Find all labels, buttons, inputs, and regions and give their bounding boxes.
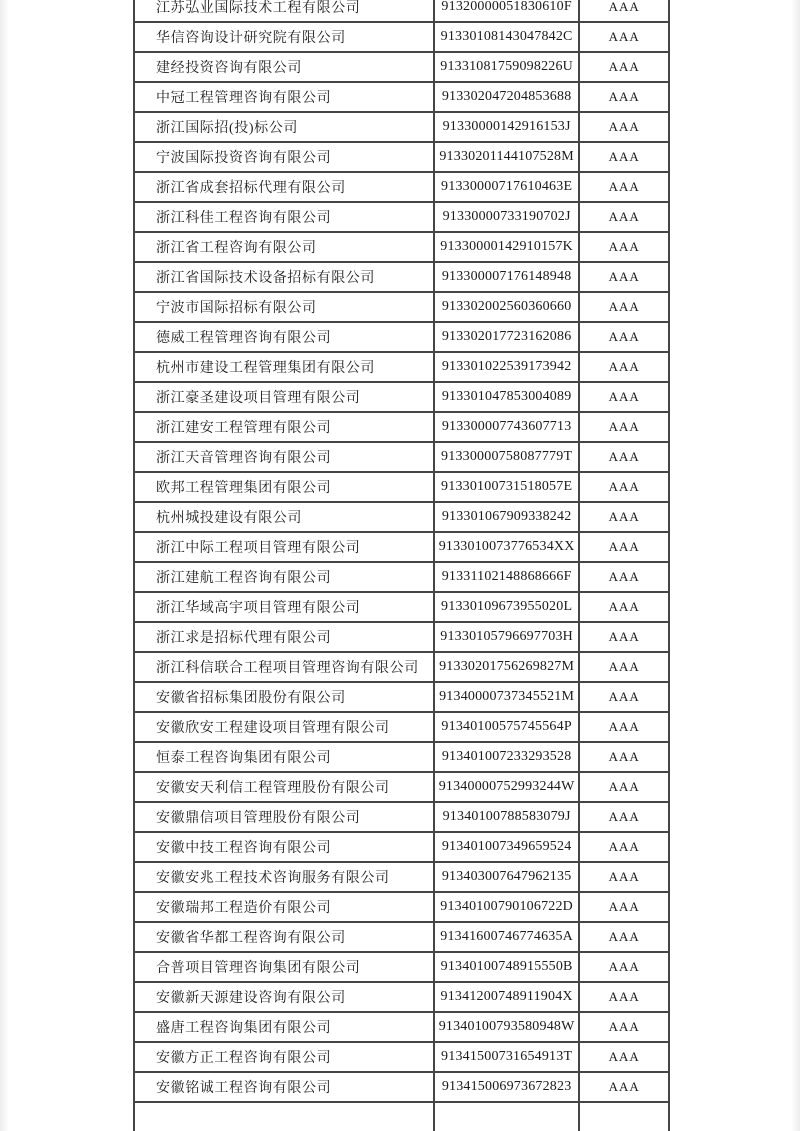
credit-code-cell: 91340100748915550B [435, 953, 580, 981]
rating-cell: AAA [580, 563, 670, 591]
credit-code-cell: 91340100575745564P [435, 713, 580, 741]
rating-cell: AAA [580, 743, 670, 771]
rating-cell: AAA [580, 1013, 670, 1041]
table-row [135, 593, 670, 623]
table-row [135, 893, 670, 923]
credit-code-cell: 913301022539173942 [435, 353, 580, 381]
table-row [135, 803, 670, 833]
company-name-cell: 安徽新天源建设咨询有限公司 [135, 983, 435, 1011]
company-name-cell: 浙江国际招(投)标公司 [135, 113, 435, 141]
rating-cell: AAA [580, 833, 670, 861]
rating-cell: AAA [580, 593, 670, 621]
rating-cell: AAA [580, 23, 670, 51]
credit-code-cell: 91341200748911904X [435, 983, 580, 1011]
table-row [135, 863, 670, 893]
page-left-edge [0, 0, 9, 1131]
company-name-cell: 安徽中技工程咨询有限公司 [135, 833, 435, 861]
company-name-cell: 杭州市建设工程管理集团有限公司 [135, 353, 435, 381]
company-name-cell: 中冠工程管理咨询有限公司 [135, 83, 435, 111]
credit-code-cell: 913415006973672823 [435, 1073, 580, 1101]
company-name-cell: 安徽省招标集团股份有限公司 [135, 683, 435, 711]
credit-code-cell: 91341500731654913T [435, 1043, 580, 1071]
company-name-cell: 江苏弘业国际技术工程有限公司 [135, 0, 435, 21]
credit-code-cell: 913401007349659524 [435, 833, 580, 861]
rating-cell: AAA [580, 1073, 670, 1101]
credit-code-cell: 913301067909338242 [435, 503, 580, 531]
credit-code-cell: 913301047853004089 [435, 383, 580, 411]
rating-cell: AAA [580, 293, 670, 321]
table-row [135, 713, 670, 743]
rating-cell: AAA [580, 173, 670, 201]
company-name-cell: 浙江建安工程管理有限公司 [135, 413, 435, 441]
rating-cell [580, 1103, 670, 1131]
credit-code-cell: 91340000737345521M [435, 683, 580, 711]
company-name-cell: 浙江科信联合工程项目管理咨询有限公司 [135, 653, 435, 681]
company-name-cell: 安徽方正工程咨询有限公司 [135, 1043, 435, 1071]
table-row [135, 1043, 670, 1073]
company-name-cell: 安徽鼎信项目管理股份有限公司 [135, 803, 435, 831]
rating-cell: AAA [580, 623, 670, 651]
table-row [135, 263, 670, 293]
credit-code-cell: 91330109673955020L [435, 593, 580, 621]
rating-cell: AAA [580, 443, 670, 471]
rating-cell: AAA [580, 1043, 670, 1071]
table-row [135, 203, 670, 233]
company-name-cell: 华信咨询设计研究院有限公司 [135, 23, 435, 51]
table-row [135, 983, 670, 1013]
credit-code-cell: 91340100790106722D [435, 893, 580, 921]
company-name-cell: 宁波国际投资咨询有限公司 [135, 143, 435, 171]
rating-cell: AAA [580, 203, 670, 231]
table-row [135, 923, 670, 953]
table-row [135, 833, 670, 863]
credit-code-cell: 91330108143047842C [435, 23, 580, 51]
company-name-cell: 浙江科佳工程咨询有限公司 [135, 203, 435, 231]
rating-cell: AAA [580, 0, 670, 21]
company-name-cell: 安徽省华都工程咨询有限公司 [135, 923, 435, 951]
credit-code-cell: 913302047204853688 [435, 83, 580, 111]
table-row [135, 443, 670, 473]
company-name-cell: 杭州城投建设有限公司 [135, 503, 435, 531]
rating-cell: AAA [580, 143, 670, 171]
rating-cell: AAA [580, 83, 670, 111]
rating-cell: AAA [580, 953, 670, 981]
rating-cell: AAA [580, 53, 670, 81]
credit-code-cell: 91330000142916153J [435, 113, 580, 141]
table-row [135, 113, 670, 143]
company-name-cell: 浙江求是招标代理有限公司 [135, 623, 435, 651]
rating-cell: AAA [580, 683, 670, 711]
company-name-cell [135, 1103, 435, 1131]
credit-code-cell: 91340100793580948W [435, 1013, 580, 1041]
table-row [135, 323, 670, 353]
company-name-cell: 浙江豪圣建设项目管理有限公司 [135, 383, 435, 411]
table-row [135, 653, 670, 683]
company-name-cell: 合普项目管理咨询集团有限公司 [135, 953, 435, 981]
rating-cell: AAA [580, 803, 670, 831]
table-row [135, 53, 670, 83]
rating-cell: AAA [580, 773, 670, 801]
company-name-cell: 恒泰工程咨询集团有限公司 [135, 743, 435, 771]
credit-code-cell: 913401007233293528 [435, 743, 580, 771]
credit-code-cell: 91340000752993244W [435, 773, 580, 801]
company-name-cell: 安徽欣安工程建设项目管理有限公司 [135, 713, 435, 741]
company-name-cell: 浙江华域高宇项目管理有限公司 [135, 593, 435, 621]
table-row [135, 533, 670, 563]
company-name-cell: 浙江天音管理咨询有限公司 [135, 443, 435, 471]
company-name-cell: 安徽安兆工程技术咨询服务有限公司 [135, 863, 435, 891]
table-row [135, 173, 670, 203]
rating-cell: AAA [580, 263, 670, 291]
rating-cell: AAA [580, 473, 670, 501]
company-name-cell: 安徽铭诚工程咨询有限公司 [135, 1073, 435, 1101]
credit-code-cell: 913403007647962135 [435, 863, 580, 891]
company-name-cell: 建经投资咨询有限公司 [135, 53, 435, 81]
table-row [135, 233, 670, 263]
rating-cell: AAA [580, 503, 670, 531]
credit-code-cell: 913300007176148948 [435, 263, 580, 291]
rating-cell: AAA [580, 893, 670, 921]
rating-cell: AAA [580, 533, 670, 561]
rating-cell: AAA [580, 653, 670, 681]
credit-code-cell: 913302017723162086 [435, 323, 580, 351]
rating-cell: AAA [580, 323, 670, 351]
company-name-cell: 浙江省工程咨询有限公司 [135, 233, 435, 261]
credit-code-cell: 91330105796697703H [435, 623, 580, 651]
table-row [135, 0, 670, 23]
credit-code-cell: 91330201144107528M [435, 143, 580, 171]
company-name-cell: 安徽安天利信工程管理股份有限公司 [135, 773, 435, 801]
table-row [135, 773, 670, 803]
table-row [135, 503, 670, 533]
credit-code-cell: 91330000733190702J [435, 203, 580, 231]
table-row [135, 143, 670, 173]
rating-cell: AAA [580, 983, 670, 1011]
company-name-cell: 德威工程管理咨询有限公司 [135, 323, 435, 351]
credit-code-cell: 91331102148868666F [435, 563, 580, 591]
rating-cell: AAA [580, 923, 670, 951]
table-row [135, 623, 670, 653]
table-row [135, 383, 670, 413]
credit-code-cell: 913302002560360660 [435, 293, 580, 321]
rating-cell: AAA [580, 383, 670, 411]
company-name-cell: 宁波市国际招标有限公司 [135, 293, 435, 321]
table-row [135, 23, 670, 53]
credit-code-cell [435, 1103, 580, 1131]
table-row [135, 1073, 670, 1103]
credit-code-cell: 91330100731518057E [435, 473, 580, 501]
table-row [135, 353, 670, 383]
credit-code-cell: 91330000142910157K [435, 233, 580, 261]
rating-cell: AAA [580, 353, 670, 381]
table-row [135, 953, 670, 983]
rating-cell: AAA [580, 713, 670, 741]
company-name-cell: 浙江省成套招标代理有限公司 [135, 173, 435, 201]
rating-cell: AAA [580, 863, 670, 891]
company-name-cell: 浙江建航工程咨询有限公司 [135, 563, 435, 591]
table-row [135, 683, 670, 713]
credit-code-cell: 913300007743607713 [435, 413, 580, 441]
credit-code-cell: 9133010073776534XX [435, 533, 580, 561]
page-right-edge [791, 0, 800, 1131]
table-row-empty [135, 1103, 670, 1131]
table-row [135, 563, 670, 593]
company-name-cell: 浙江省国际技术设备招标有限公司 [135, 263, 435, 291]
credit-code-cell: 91340100788583079J [435, 803, 580, 831]
credit-code-cell: 91320000051830610F [435, 0, 580, 21]
table-row [135, 743, 670, 773]
table-row [135, 83, 670, 113]
credit-code-cell: 91330201756269827M [435, 653, 580, 681]
company-name-cell: 安徽瑞邦工程造价有限公司 [135, 893, 435, 921]
credit-code-cell: 91330000758087779T [435, 443, 580, 471]
table-row [135, 1013, 670, 1043]
table-row [135, 413, 670, 443]
credit-code-cell: 91330000717610463E [435, 173, 580, 201]
credit-code-cell: 91331081759098226U [435, 53, 580, 81]
table-row [135, 293, 670, 323]
rating-cell: AAA [580, 413, 670, 441]
table-row [135, 473, 670, 503]
rating-cell: AAA [580, 113, 670, 141]
rating-cell: AAA [580, 233, 670, 261]
company-name-cell: 欧邦工程管理集团有限公司 [135, 473, 435, 501]
company-name-cell: 浙江中际工程项目管理有限公司 [135, 533, 435, 561]
credit-code-cell: 91341600746774635A [435, 923, 580, 951]
company-name-cell: 盛唐工程咨询集团有限公司 [135, 1013, 435, 1041]
company-rating-table [133, 0, 670, 1131]
